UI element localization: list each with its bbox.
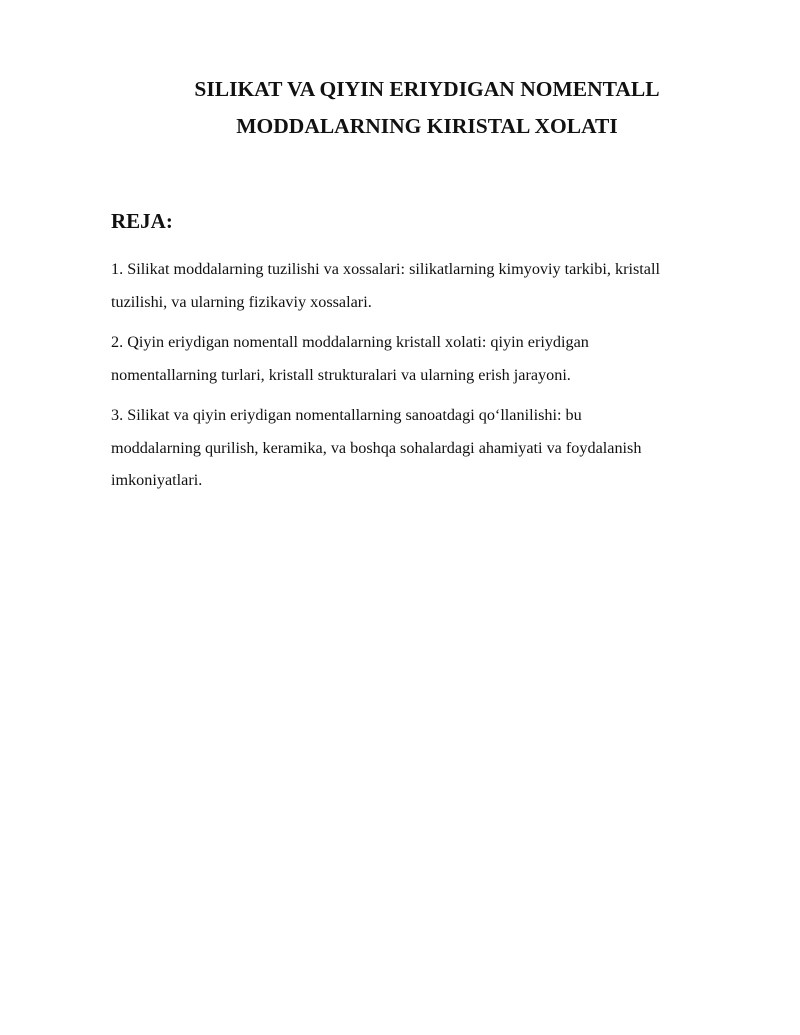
plan-item-1-line-2: tuzilishi, va ularning fizikaviy xossalari. [111, 292, 372, 311]
plan-item-3-line-3: imkoniyatlari. [111, 471, 203, 489]
plan-item-3-line-2: moddalarning qurilish, keramika, va boshqa sohalardagi ahamiyati va foydalanish [111, 438, 642, 457]
plan-item-2 [111, 326, 751, 391]
document-title-line-2: MODDALARNING KIRISTAL XOLATI [236, 114, 618, 138]
plan-item-2-line-1: 2. Qiyin eriydigan nomentall moddalarning kristall xolati: qiyin eriydigan [111, 333, 589, 351]
plan-item-3-line-1: 3. Silikat va qiyin eriydigan nomentallarning sanoatdagi qo‘llanilishi: bu [111, 406, 582, 424]
plan-item-1 [111, 253, 751, 318]
document-title-line-1: SILIKAT VA QIYIN ERIYDIGAN NOMENTALL [194, 77, 660, 101]
plan-list [111, 253, 751, 505]
plan-item-1-line-1: 1. Silikat moddalarning tuzilishi va xossalari: silikatlarning kimyoviy tarkibi, kristall [111, 260, 660, 278]
plan-item-3 [111, 399, 751, 497]
plan-item-2-line-2: nomentallarning turlari, kristall strukturalari va ularning erish jarayoni. [111, 365, 571, 384]
document-title [112, 71, 742, 145]
plan-heading: REJA: [111, 209, 173, 233]
